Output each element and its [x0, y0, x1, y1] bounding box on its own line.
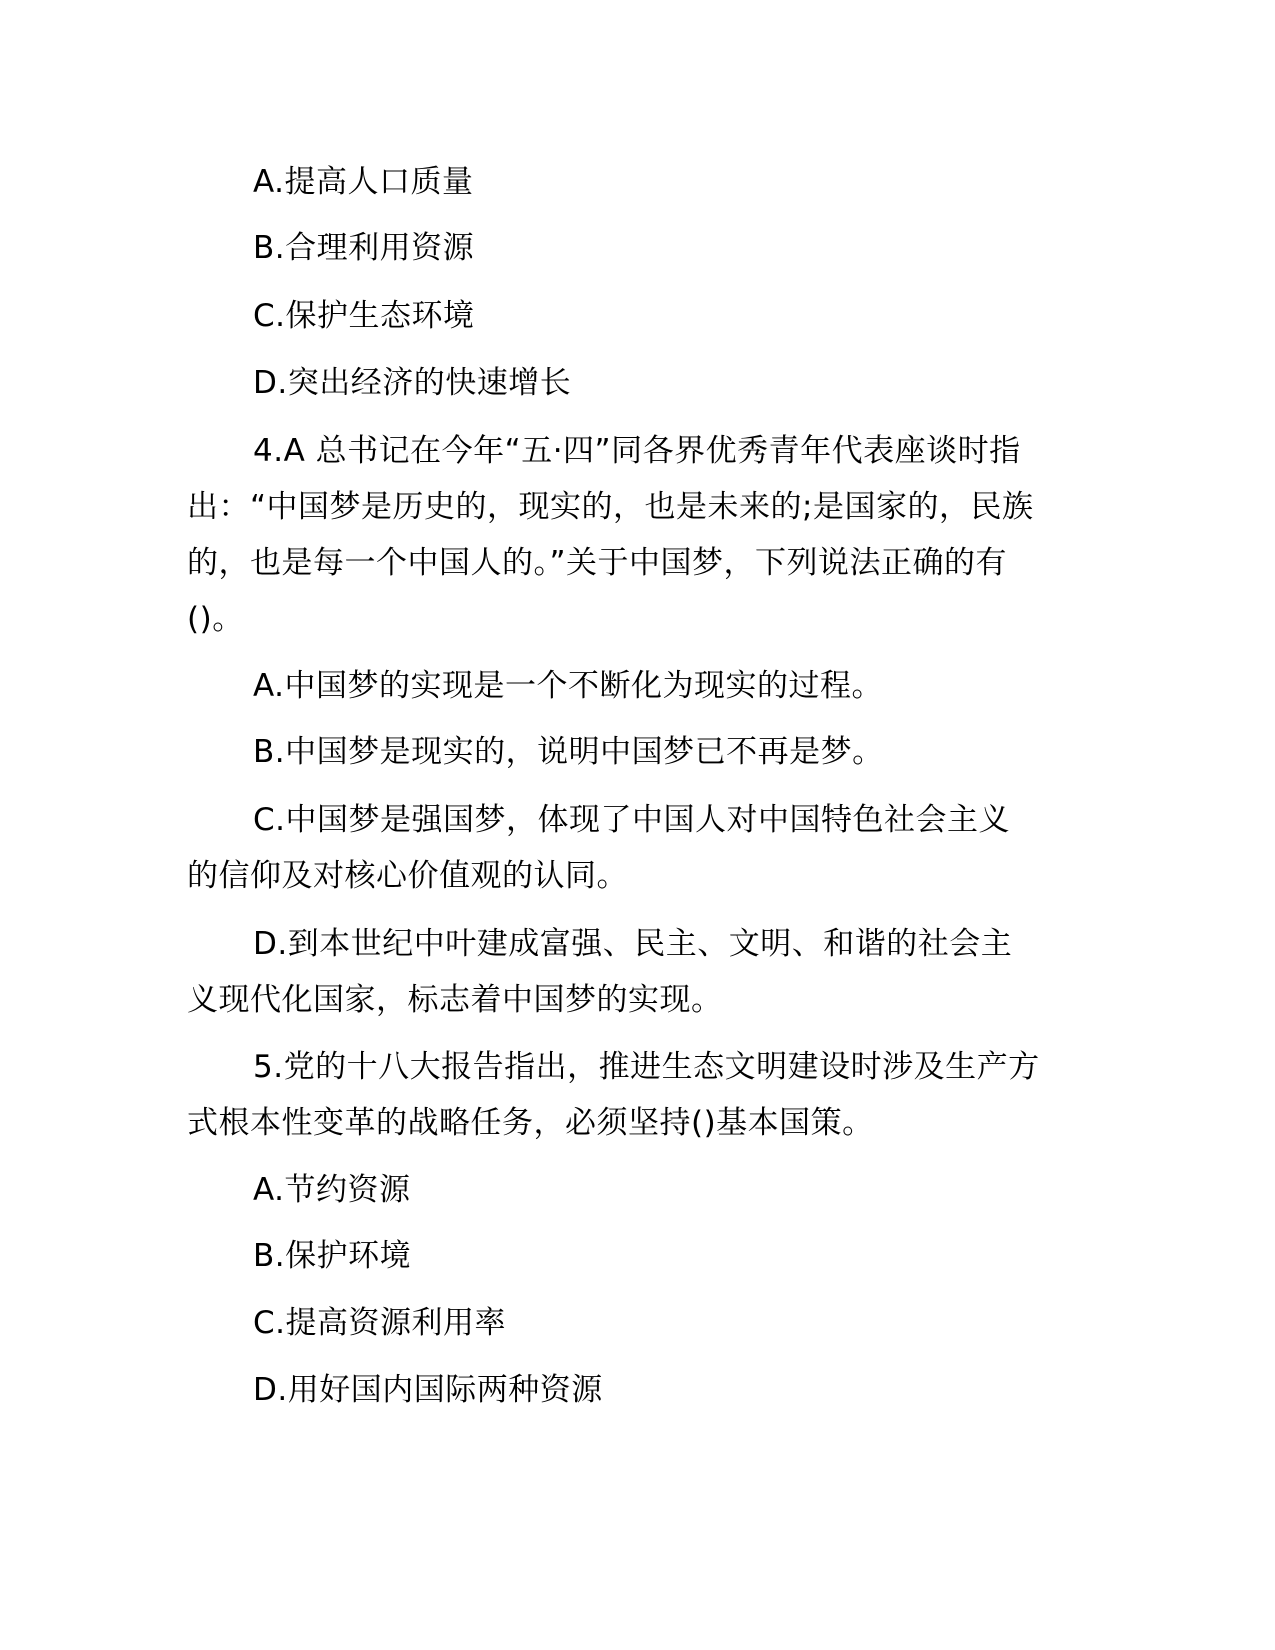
q4-stem-line: ()。	[187, 601, 244, 637]
q5-option-b: B.保护环境	[253, 1238, 412, 1274]
q5-stem-line: 式根本性变革的战略任务，必须坚持()基本国策。	[187, 1105, 874, 1141]
q4-option-b: B.中国梦是现实的，说明中国梦已不再是梦。	[253, 734, 884, 770]
q4-option-d: D.到本世纪中叶建成富强、民主、文明、和谐的社会主	[253, 926, 1013, 962]
q4-stem-line: 4.A 总书记在今年“五·四”同各界优秀青年代表座谈时指	[253, 433, 1021, 469]
q5-stem-line: 5.党的十八大报告指出，推进生态文明建设时涉及生产方	[253, 1049, 1040, 1085]
q4-stem-line: 的，也是每一个中国人的。”关于中国梦，下列说法正确的有	[187, 545, 1008, 581]
q4-stem-line: 出：“中国梦是历史的，现实的，也是未来的;是国家的，民族	[187, 489, 1034, 525]
q4-option-d-cont: 义现代化国家，标志着中国梦的实现。	[187, 982, 723, 1018]
q5-option-a: A.节约资源	[253, 1172, 411, 1208]
q4-option-c: C.中国梦是强国梦，体现了中国人对中国特色社会主义	[253, 802, 1010, 838]
q5-option-d: D.用好国内国际两种资源	[253, 1372, 603, 1408]
q5-option-c: C.提高资源利用率	[253, 1305, 506, 1341]
q3-option-a: A.提高人口质量	[253, 164, 474, 200]
q3-option-c: C.保护生态环境	[253, 298, 475, 334]
q3-option-b: B.合理利用资源	[253, 230, 475, 266]
q4-option-a: A.中国梦的实现是一个不断化为现实的过程。	[253, 668, 884, 704]
q4-option-c-cont: 的信仰及对核心价值观的认同。	[187, 858, 628, 894]
q3-option-d: D.突出经济的快速增长	[253, 365, 572, 401]
